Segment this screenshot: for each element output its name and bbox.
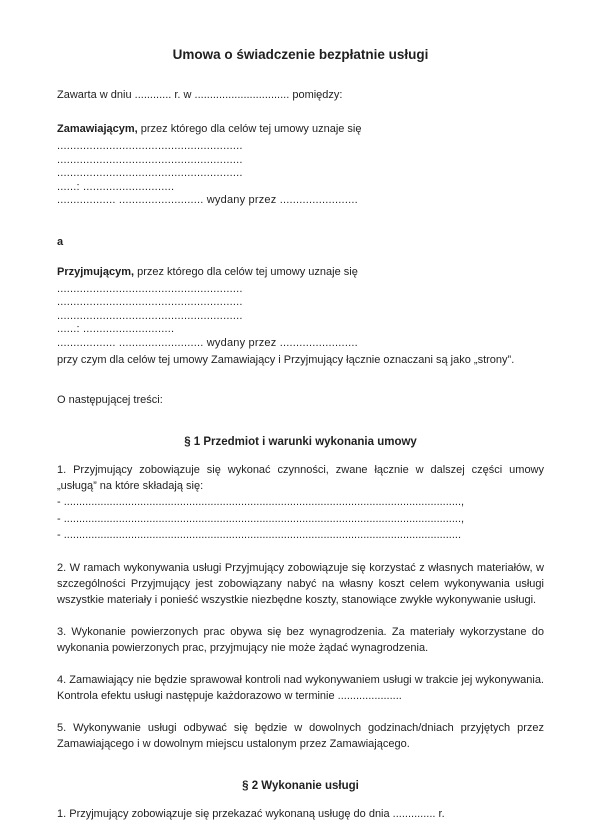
blank-line: ......................................................... [57,167,243,179]
party-zamawiajacy-suffix: przez którego dla celów tej umowy uznaje się [137,123,362,135]
service-item-blank: - .................................................................................................................................., [57,512,465,525]
party-przyjmujacy-name: Przyjmującym, [57,265,135,278]
party-przyjmujacy-blanks [57,283,544,351]
section-1-clause-3: 3. Wykonanie powierzonych prac obywa się bez wynagrodzenia. Za materiały wykorzystane do wykonania powierzonych prac, przyjmujący nie może żądać wynagrodzenia. [57,625,544,654]
section-2-heading: § 2 Wykonanie usługi [242,779,359,792]
blank-line: ......................................................... [57,282,243,295]
blank-line: ......................................................... [57,140,243,152]
blank-line-wydany-przez: .................. .......................... wydany przez ........................ [57,336,358,349]
section-2-clause-1: 1. Przyjmujący zobowiązuje się przekazać wykonaną usługę do dnia .............. r. [57,807,445,820]
party-zamawiajacy-name: Zamawiającym, [57,123,138,135]
section-1-clause-1-items [57,494,544,544]
blank-line: ......................................................... [57,309,243,322]
preamble-line: O następującej treści: [57,394,163,406]
section-1-clause-2: 2. W ramach wykonywania usługi Przyjmujący zobowiązuje się korzystać z własnych materiałów, w szczególności Przyjmujący jest zobowiązany nabyć na własny koszt celem wykonywania usługi wszystkie materiały i ponieść wszystkie niezbędne koszty, stanowiące zwykłe wykonywanie usługi. [57,561,544,606]
section-1-heading: § 1 Przedmiot i warunki wykonania umowy [184,436,417,448]
section-1-clause-1: 1. Przyjmujący zobowiązuje się wykonać czynności, zwane łącznie w dalszej części umowy „usługą” na które składają się: [57,464,544,492]
section-1-clause-4: 4. Zamawiający nie będzie sprawował kontroli nad wykonywaniem usługi w trakcie jej wykonywania. Kontrola efektu usługi następuje każdorazowo w terminie ..................... [57,673,544,702]
intro-line: Zawarta w dniu ............ r. w ............................... pomiędzy: [57,89,343,101]
blank-line-wydany-przez: .................. .......................... wydany przez ........................ [57,194,358,206]
service-item-blank: - .................................................................................................................................. [57,529,462,541]
joint-designation-note: przy czym dla celów tej umowy Zamawiający i Przyjmujący łącznie oznaczani są jako „strony”. [57,354,515,366]
section-1-clause-5: 5. Wykonywanie usługi odbywać się będzie w dowolnych godzinach/dniach przyjętych przez Zamawiającego i w dowolnym miejscu ustalonym przez Zamawiającego. [57,721,544,750]
party-zamawiajacy-heading [57,121,544,137]
blank-line: ......................................................... [57,153,243,166]
blank-line: ......: ............................ [57,323,175,335]
connector-a: a [57,235,64,248]
party-zamawiajacy-blanks [57,140,544,208]
blank-line: ......................................................... [57,296,243,308]
blank-line: ......: ............................ [57,180,175,193]
party-przyjmujacy-heading [57,264,544,280]
party-przyjmujacy-suffix: przez którego dla celów tej umowy uznaje się [134,265,358,278]
service-item-blank: - .................................................................................................................................., [57,496,465,508]
document-title: Umowa o świadczenie bezpłatnie usługi [172,47,429,62]
